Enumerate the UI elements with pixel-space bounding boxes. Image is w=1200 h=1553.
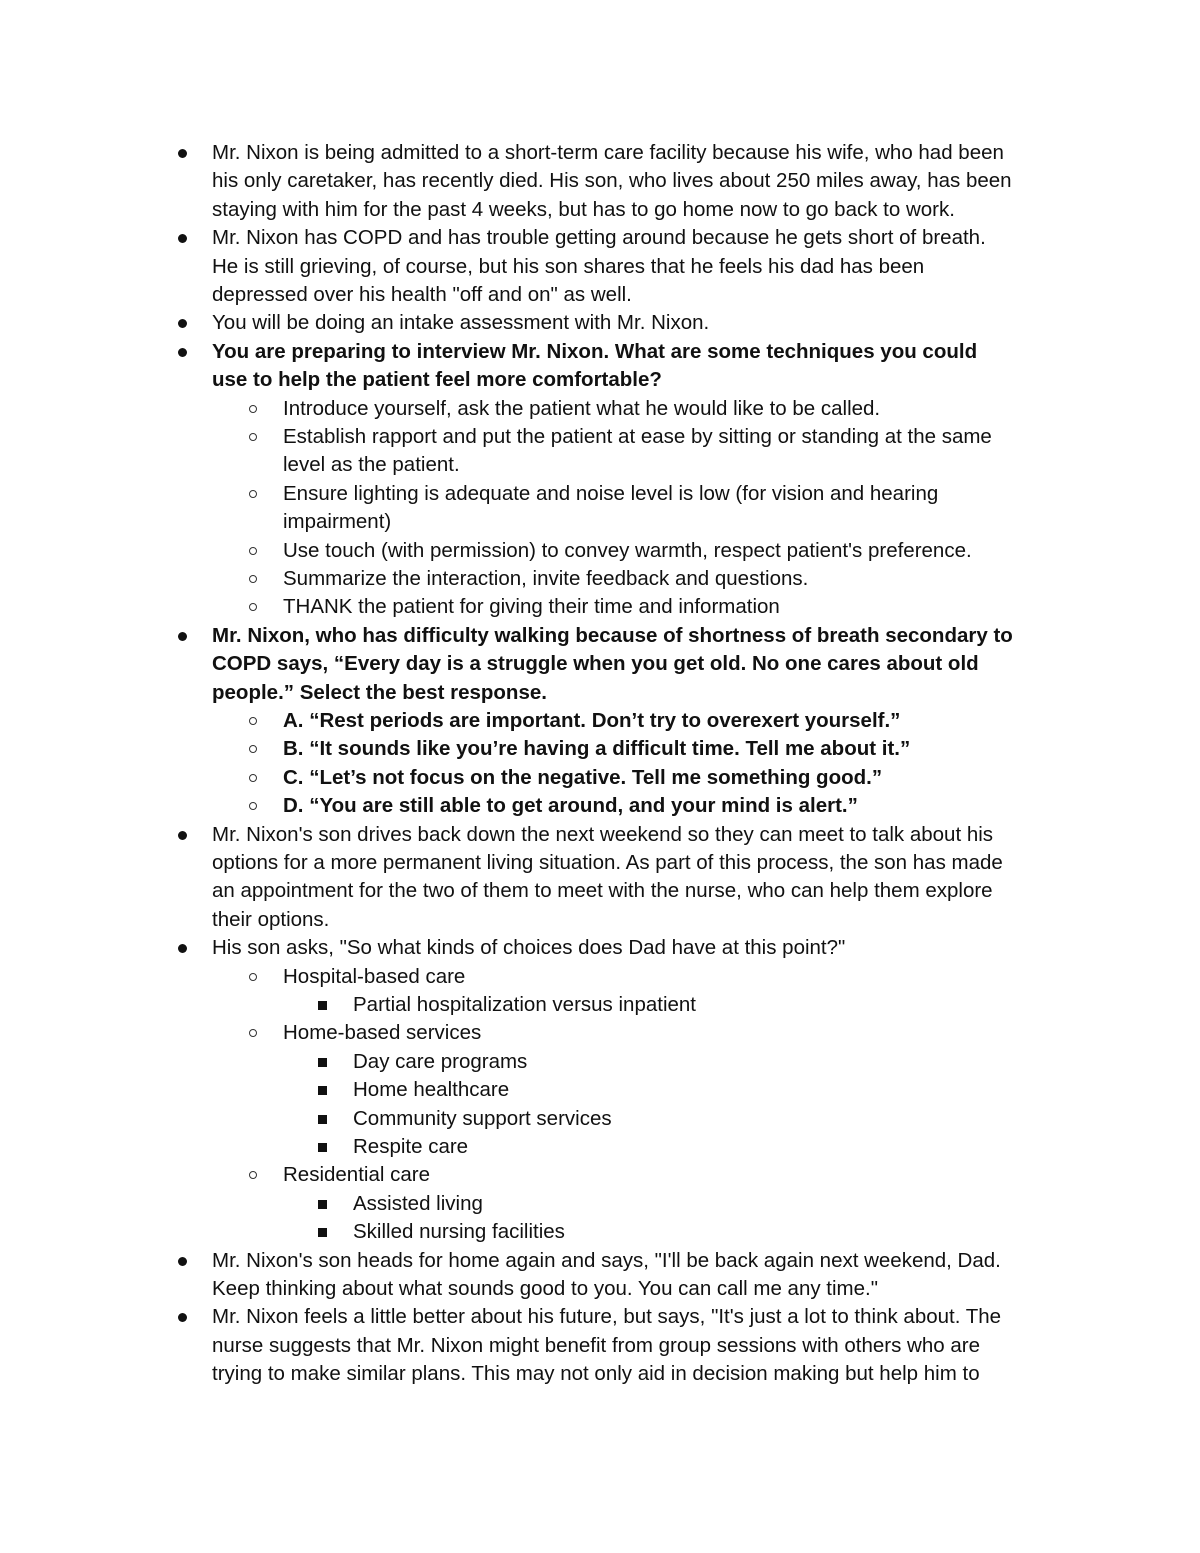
text-line: Partial hospitalization versus inpatient	[353, 993, 696, 1016]
text-line: He is still grieving, of course, but his son shares that he feels his dad has been	[212, 254, 925, 278]
text-line: Assisted living	[353, 1191, 483, 1215]
text-line: You will be doing an intake assessment with Mr. Nixon.	[212, 311, 710, 335]
text-line: level as the patient.	[283, 453, 460, 477]
text-line: Summarize the interaction, invite feedback and questions.	[283, 567, 809, 590]
text-line: Keep thinking about what sounds good to you. You can call me any time."	[212, 1277, 878, 1300]
bullet-square-icon	[318, 1001, 327, 1010]
text-line: staying with him for the past 4 weeks, but has to go home now to go back to work.	[212, 197, 955, 221]
text-line: people.” Select the best response.	[212, 680, 547, 704]
text-line: Mr. Nixon feels a little better about his future, but says, "It's just a lot to think about. The	[212, 1305, 1002, 1329]
bullet-circle-icon	[249, 802, 257, 810]
bullet-square-icon	[318, 1086, 327, 1095]
text-line: Mr. Nixon is being admitted to a short-term care facility because his wife, who had been	[212, 141, 1004, 164]
bullet-disc-icon	[178, 1313, 187, 1322]
text-line: D. “You are still able to get around, and your mind is alert.”	[283, 794, 858, 818]
text-line: COPD says, “Every day is a struggle when you get old. No one cares about old	[212, 652, 979, 676]
text-line: Mr. Nixon's son drives back down the next weekend so they can meet to talk about his	[212, 822, 994, 846]
bullet-square-icon	[318, 1143, 327, 1152]
text-line: B. “It sounds like you’re having a difficult time. Tell me about it.”	[283, 737, 911, 761]
bullet-disc-icon	[178, 1257, 187, 1266]
text-line: Establish rapport and put the patient at ease by sitting or standing at the same	[283, 425, 992, 448]
text-line: Skilled nursing facilities	[353, 1220, 565, 1244]
text-line: C. “Let’s not focus on the negative. Tell me something good.”	[283, 765, 883, 789]
text-line: Residential care	[283, 1163, 430, 1187]
bullet-square-icon	[318, 1058, 327, 1067]
bullet-square-icon	[318, 1228, 327, 1237]
bullet-circle-icon	[249, 433, 257, 441]
bullet-circle-icon	[249, 717, 257, 725]
text-line: You are preparing to interview Mr. Nixon. What are some techniques you could	[212, 339, 978, 363]
bullet-square-icon	[318, 1200, 327, 1209]
bullet-square-icon	[318, 1115, 327, 1124]
bullet-circle-icon	[249, 575, 257, 583]
text-line: Community support services	[353, 1106, 612, 1130]
text-line: impairment)	[283, 510, 392, 534]
text-line: Mr. Nixon's son heads for home again and says, "I'll be back again next weekend, Dad.	[212, 1248, 1001, 1272]
text-line: Mr. Nixon has COPD and has trouble getting around because he gets short of breath.	[212, 226, 986, 250]
bullet-disc-icon	[178, 149, 187, 158]
bullet-circle-icon	[249, 405, 257, 413]
text-line: trying to make similar plans. This may not only aid in decision making but help him to	[212, 1362, 980, 1386]
text-line: their options.	[212, 907, 330, 931]
bullet-disc-icon	[178, 319, 187, 328]
bullet-circle-icon	[249, 745, 257, 753]
text-line: A. “Rest periods are important. Don’t try to overexert yourself.”	[283, 709, 901, 732]
bullet-circle-icon	[249, 973, 257, 981]
bullet-circle-icon	[249, 547, 257, 555]
text-line: an appointment for the two of them to meet with the nurse, who can help them explore	[212, 879, 993, 903]
text-line: use to help the patient feel more comfortable?	[212, 368, 662, 392]
bullet-disc-icon	[178, 348, 187, 357]
text-line: Day care programs	[353, 1049, 528, 1073]
bullet-circle-icon	[249, 603, 257, 611]
text-line: Mr. Nixon, who has difficulty walking because of shortness of breath secondary to	[212, 623, 1013, 647]
bullet-disc-icon	[178, 944, 187, 953]
text-line: THANK the patient for giving their time and information	[283, 595, 780, 619]
text-line: options for a more permanent living situation. As part of this process, the son has made	[212, 851, 1003, 874]
text-line: Home-based services	[283, 1021, 482, 1045]
text-line: Home healthcare	[353, 1078, 510, 1102]
bullet-disc-icon	[178, 831, 187, 840]
bullet-circle-icon	[249, 490, 257, 498]
text-line: Use touch (with permission) to convey warmth, respect patient's preference.	[283, 538, 972, 562]
bullet-circle-icon	[249, 774, 257, 782]
bullet-disc-icon	[178, 234, 187, 243]
text-line: Introduce yourself, ask the patient what he would like to be called.	[283, 396, 881, 420]
text-line: Ensure lighting is adequate and noise level is low (for vision and hearing	[283, 481, 939, 505]
bullet-circle-icon	[249, 1171, 257, 1179]
text-line: nurse suggests that Mr. Nixon might benefit from group sessions with others who are	[212, 1333, 980, 1357]
text-line: depressed over his health "off and on" as well.	[212, 283, 632, 306]
text-line: Respite care	[353, 1135, 469, 1158]
text-line: Hospital-based care	[283, 964, 466, 988]
bullet-disc-icon	[178, 632, 187, 641]
bullet-circle-icon	[249, 1029, 257, 1037]
text-line: His son asks, "So what kinds of choices does Dad have at this point?"	[212, 936, 846, 960]
text-line: his only caretaker, has recently died. His son, who lives about 250 miles away, has been	[212, 169, 1012, 193]
